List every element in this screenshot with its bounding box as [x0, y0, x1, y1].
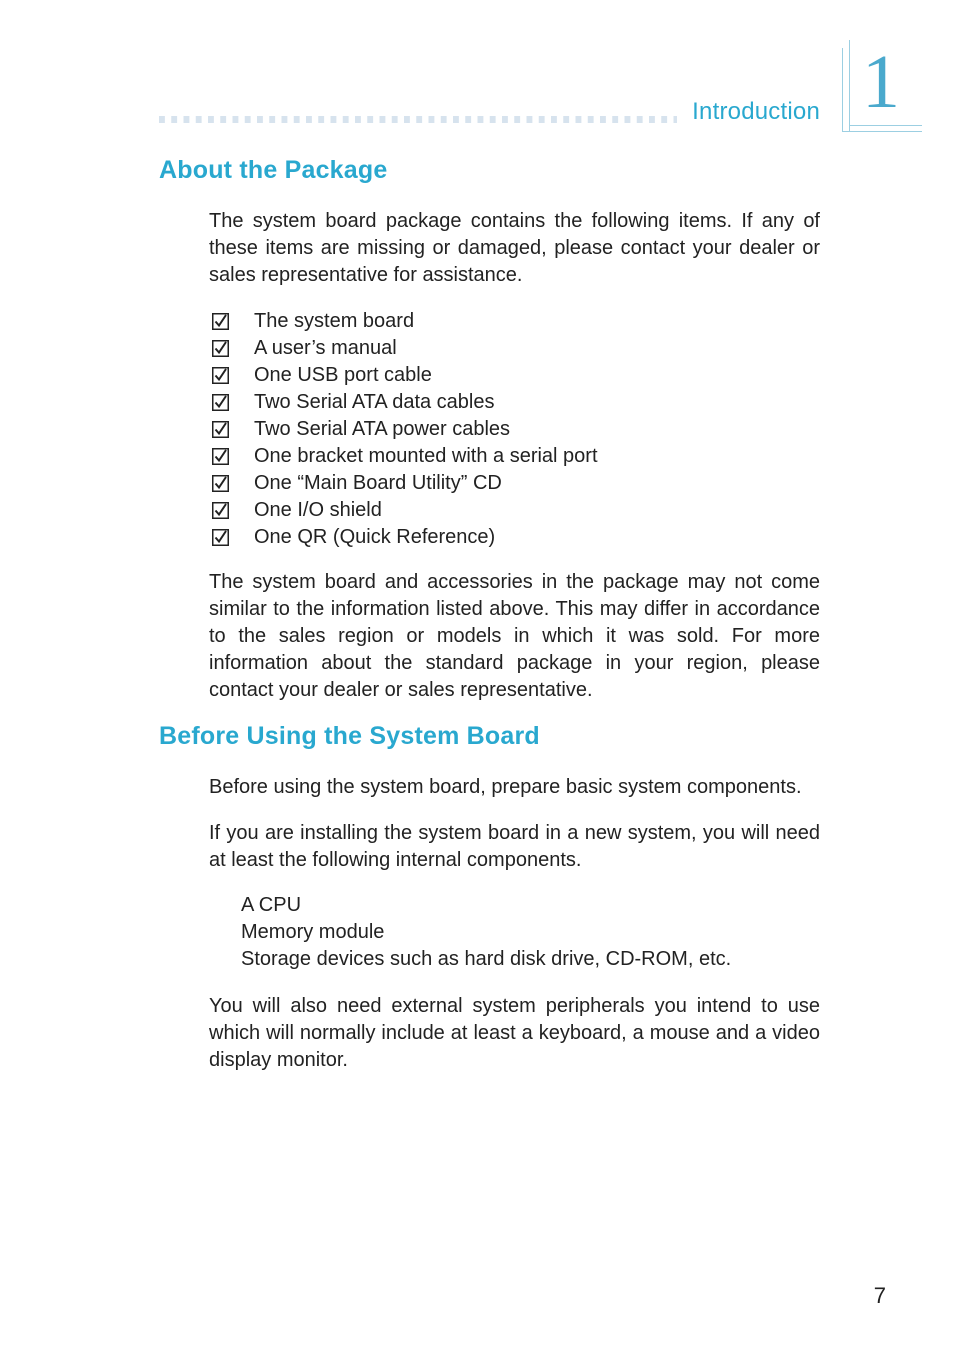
before-using-peripherals: You will also need external system peripherals you intend to use which will normally include at least a keyboard, a mouse and a video display monitor.	[209, 995, 820, 1071]
list-item	[209, 362, 598, 389]
list-item-text: Two Serial ATA data cables	[254, 391, 495, 413]
checkbox-checked-icon	[209, 308, 231, 335]
header-dotted-rule	[159, 116, 677, 123]
list-item	[209, 443, 598, 470]
list-item: Storage devices such as hard disk drive, CD-ROM, etc.	[241, 948, 732, 970]
before-using-intro: Before using the system board, prepare basic system components.	[209, 776, 802, 798]
chapter-frame-line	[842, 48, 843, 132]
checkbox-checked-icon	[209, 443, 231, 470]
list-item: A CPU	[241, 894, 302, 916]
about-package-note: The system board and accessories in the package may not come similar to the information listed above. This may differ in accordance to the sales region or models in which it was sold. For more information about the standard package in your region, please contact your dealer or sales representative.	[209, 571, 820, 701]
checkbox-checked-icon	[209, 389, 231, 416]
list-item: Memory module	[241, 921, 385, 943]
list-item-text: One “Main Board Utility” CD	[254, 472, 502, 494]
list-item	[209, 389, 598, 416]
before-using-requirements: If you are installing the system board in a new system, you will need at least the following internal components.	[209, 822, 820, 871]
checkbox-checked-icon	[209, 335, 231, 362]
heading-before-using: Before Using the System Board	[159, 722, 540, 750]
list-item-text: A user’s manual	[254, 337, 397, 359]
list-item	[209, 524, 598, 551]
heading-about-package: About the Package	[159, 156, 388, 184]
page-number: 7	[873, 1283, 886, 1308]
chapter-frame-line	[849, 40, 850, 132]
list-item-text: One I/O shield	[254, 499, 382, 521]
list-item	[209, 335, 598, 362]
list-item-text: One QR (Quick Reference)	[254, 526, 496, 548]
list-item-text: One bracket mounted with a serial port	[254, 445, 598, 467]
package-checklist	[209, 308, 598, 551]
about-package-intro: The system board package contains the following items. If any of these items are missing or damaged, please contact your dealer or sales representative for assistance.	[209, 210, 820, 286]
list-item-text: Two Serial ATA power cables	[254, 418, 511, 440]
section-label: Introduction	[692, 98, 820, 125]
chapter-frame-line	[849, 125, 922, 126]
list-item	[209, 416, 598, 443]
checkbox-checked-icon	[209, 524, 231, 551]
checkbox-checked-icon	[209, 497, 231, 524]
checkbox-checked-icon	[209, 362, 231, 389]
list-item	[209, 497, 598, 524]
chapter-frame-line	[842, 131, 922, 132]
list-item	[209, 308, 598, 335]
checkbox-checked-icon	[209, 416, 231, 443]
checkbox-checked-icon	[209, 470, 231, 497]
list-item	[209, 470, 598, 497]
list-item-text: The system board	[254, 310, 415, 332]
list-item-text: One USB port cable	[254, 364, 432, 386]
components-list	[241, 892, 731, 973]
chapter-marker	[842, 40, 922, 132]
chapter-number: 1	[862, 40, 900, 124]
